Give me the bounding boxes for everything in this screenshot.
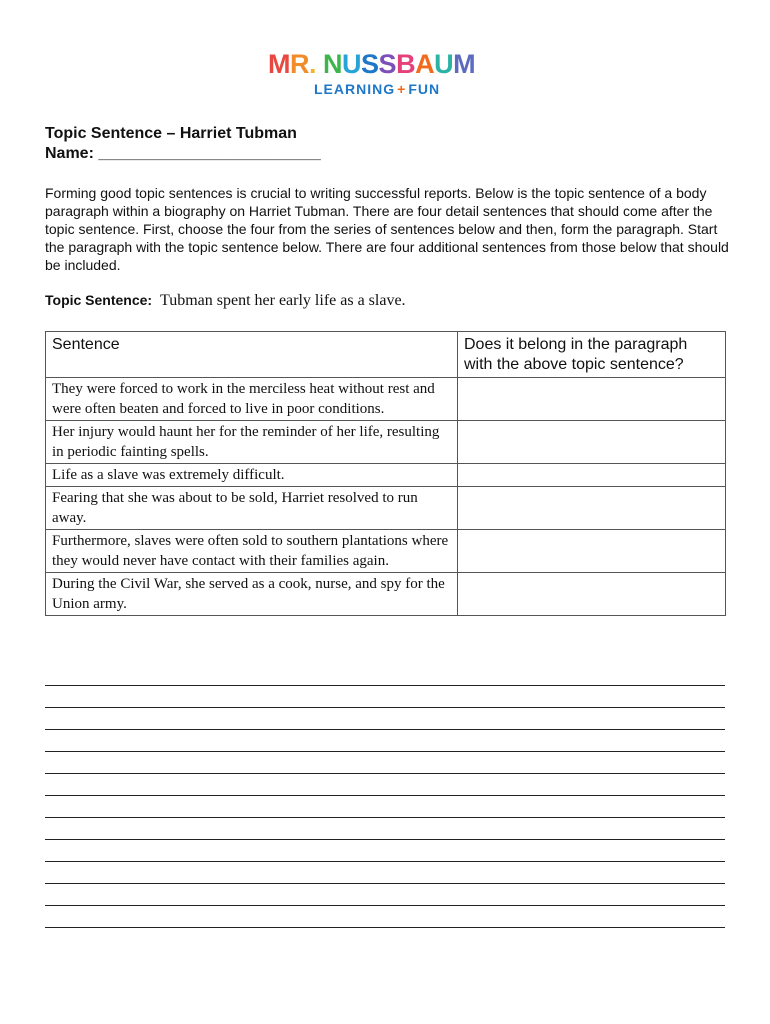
writing-lines [45, 664, 725, 928]
column-header-sentence: Sentence [46, 332, 458, 378]
logo-letter: N [323, 49, 343, 79]
writing-line[interactable] [45, 840, 725, 862]
answer-cell[interactable] [458, 378, 726, 421]
name-line: Name: _________________________ [45, 145, 321, 162]
writing-line[interactable] [45, 818, 725, 840]
writing-line[interactable] [45, 708, 725, 730]
mr-nussbaum-logo [268, 50, 504, 100]
logo-letter: A [415, 49, 435, 79]
writing-line[interactable] [45, 796, 725, 818]
tagline-plus: + [397, 81, 407, 97]
logo-letter: . [309, 49, 317, 79]
tagline-fun: FUN [408, 81, 441, 97]
table-row [46, 464, 726, 487]
answer-cell[interactable] [458, 464, 726, 487]
logo-letter: S [361, 49, 379, 79]
sentence-cell: Life as a slave was extremely difficult. [46, 464, 458, 487]
topic-sentence-text: Tubman spent her early life as a slave. [159, 292, 406, 309]
logo-letter: U [434, 49, 454, 79]
writing-line[interactable] [45, 752, 725, 774]
sentence-cell: They were forced to work in the merciless heat without rest and were often beaten and forced to live in poor conditions. [46, 378, 458, 421]
logo-letter: U [342, 49, 362, 79]
table-row [46, 530, 726, 573]
writing-line[interactable] [45, 884, 725, 906]
sentence-cell: Furthermore, slaves were often sold to southern plantations where they would never have contact with their families again. [46, 530, 458, 573]
worksheet-header [45, 124, 321, 164]
logo-letter: S [378, 49, 397, 79]
logo-letter: M [268, 49, 290, 79]
answer-cell[interactable] [458, 487, 726, 530]
sentence-cell: Fearing that she was about to be sold, Harriet resolved to run away. [46, 487, 458, 530]
logo-letter: R [290, 49, 309, 79]
logo-letter [316, 50, 323, 78]
table-row [46, 421, 726, 464]
sentence-cell: Her injury would haunt her for the reminder of her life, resulting in periodic fainting spells. [46, 421, 458, 464]
table-row [46, 573, 726, 616]
writing-line[interactable] [45, 906, 725, 928]
logo-letter: B [396, 49, 416, 79]
logo-brand-text [268, 50, 504, 78]
table-row [46, 378, 726, 421]
answer-cell[interactable] [458, 530, 726, 573]
answer-cell[interactable] [458, 573, 726, 616]
answer-cell[interactable] [458, 421, 726, 464]
writing-line[interactable] [45, 686, 725, 708]
sentence-cell: During the Civil War, she served as a cook, nurse, and spy for the Union army. [46, 573, 458, 616]
writing-line[interactable] [45, 862, 725, 884]
logo-tagline [314, 81, 504, 97]
page-title: Topic Sentence – Harriet Tubman [45, 125, 297, 142]
writing-line[interactable] [45, 774, 725, 796]
topic-sentence-label: Topic Sentence: [45, 292, 153, 308]
writing-line[interactable] [45, 664, 725, 686]
topic-sentence [45, 292, 406, 310]
writing-line[interactable] [45, 730, 725, 752]
column-header-belongs: Does it belong in the paragraph with the above topic sentence? [458, 332, 726, 378]
table-row [46, 487, 726, 530]
instructions-paragraph: Forming good topic sentences is crucial to writing successful reports. Below is the topic sentence of a body paragraph within a biography on Harriet Tubman. There are four detail sentences that should come after the topic sentence. First, choose the four from the series of sentences below and then, form the paragraph. Start the paragraph with the topic sentence below. There are four additional sentences from those below that should be included. [45, 185, 729, 273]
logo-letter: M [453, 49, 476, 79]
tagline-learning: LEARNING [314, 81, 396, 97]
sentence-table [45, 331, 726, 616]
